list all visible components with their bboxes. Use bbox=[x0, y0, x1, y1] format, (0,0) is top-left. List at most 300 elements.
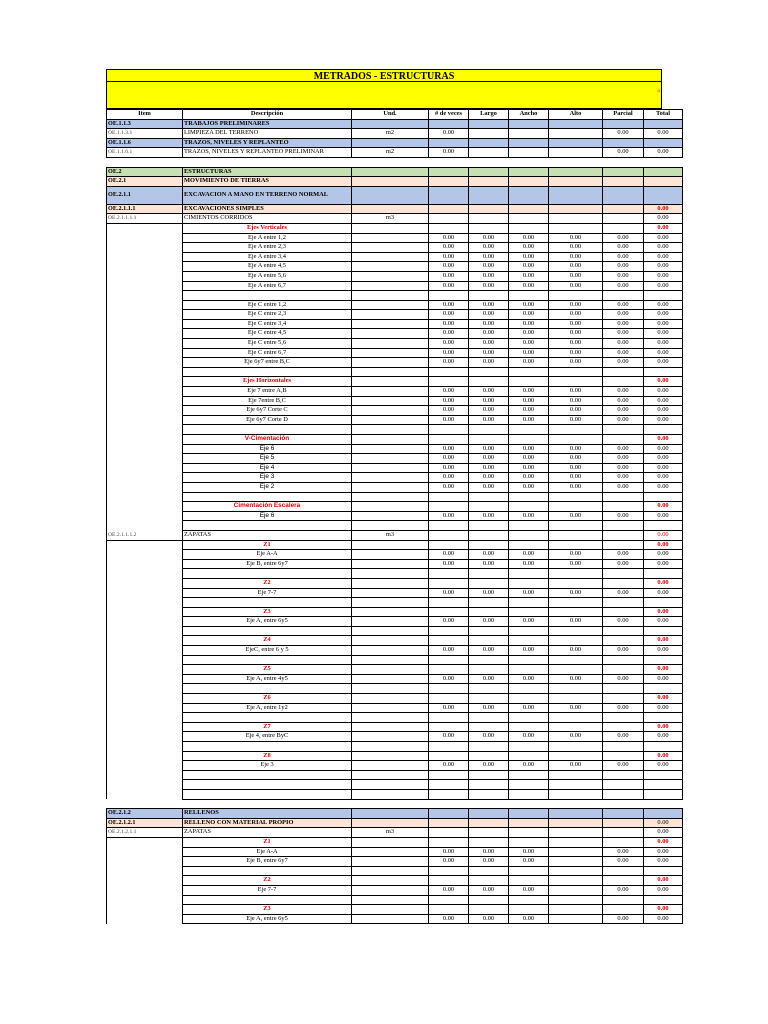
cell-und bbox=[352, 262, 429, 272]
cell-item bbox=[107, 415, 183, 425]
cell-veces: 0.00 bbox=[429, 473, 469, 483]
cell-und bbox=[352, 713, 429, 723]
cell-alto bbox=[549, 377, 603, 387]
cell-und bbox=[352, 837, 429, 847]
cell-item bbox=[107, 713, 183, 723]
cell-parcial: 0.00 bbox=[603, 646, 644, 656]
table-row bbox=[107, 223, 683, 233]
cell-item bbox=[107, 387, 183, 397]
cell-item bbox=[107, 454, 183, 464]
table-row bbox=[107, 598, 683, 608]
cell-und bbox=[352, 492, 429, 502]
cell-descripcion bbox=[183, 655, 352, 665]
cell-total: 0.00 bbox=[644, 818, 683, 828]
cell-largo bbox=[469, 492, 509, 502]
cell-alto bbox=[549, 809, 603, 819]
cell-parcial bbox=[603, 837, 644, 847]
table-row bbox=[107, 530, 683, 540]
cell-ancho: 0.00 bbox=[509, 406, 549, 416]
cell-veces bbox=[429, 828, 469, 838]
cell-und bbox=[352, 588, 429, 598]
cell-und bbox=[352, 876, 429, 886]
cell-alto: 0.00 bbox=[549, 617, 603, 627]
cell-total: 0.00 bbox=[644, 607, 683, 617]
cell-descripcion: Z6 bbox=[183, 694, 352, 704]
cell-parcial bbox=[603, 138, 644, 148]
cell-largo: 0.00 bbox=[469, 310, 509, 320]
cell-ancho: 0.00 bbox=[509, 329, 549, 339]
cell-parcial bbox=[603, 214, 644, 224]
cell-ancho: 0.00 bbox=[509, 300, 549, 310]
cell-und bbox=[352, 435, 429, 445]
cell-alto: 0.00 bbox=[549, 281, 603, 291]
cell-total: 0.00 bbox=[644, 300, 683, 310]
table-row bbox=[107, 252, 683, 262]
cell-item: OE.1.1.6 bbox=[107, 138, 183, 148]
cell-und bbox=[352, 550, 429, 560]
cell-total: 0.00 bbox=[644, 444, 683, 454]
cell-descripcion bbox=[183, 569, 352, 579]
cell-ancho bbox=[509, 905, 549, 915]
cell-largo: 0.00 bbox=[469, 617, 509, 627]
cell-ancho bbox=[509, 684, 549, 694]
cell-veces: 0.00 bbox=[429, 329, 469, 339]
cell-parcial bbox=[603, 876, 644, 886]
table-row bbox=[107, 186, 683, 204]
table-row bbox=[107, 281, 683, 291]
cell-ancho: 0.00 bbox=[509, 415, 549, 425]
cell-ancho bbox=[509, 540, 549, 550]
cell-item bbox=[107, 914, 183, 924]
cell-total bbox=[644, 138, 683, 148]
cell-ancho bbox=[509, 789, 549, 799]
cell-und: m3 bbox=[352, 530, 429, 540]
cell-veces bbox=[429, 598, 469, 608]
cell-parcial: 0.00 bbox=[603, 262, 644, 272]
cell-descripcion: EjeC, entre 6 y 5 bbox=[183, 646, 352, 656]
cell-descripcion bbox=[183, 713, 352, 723]
cell-veces bbox=[429, 799, 469, 809]
cell-descripcion: Eje A entre 1,2 bbox=[183, 233, 352, 243]
cell-und bbox=[352, 703, 429, 713]
cell-veces: 0.00 bbox=[429, 358, 469, 368]
cell-item bbox=[107, 358, 183, 368]
cell-und bbox=[352, 358, 429, 368]
cell-alto bbox=[549, 866, 603, 876]
cell-und bbox=[352, 482, 429, 492]
cell-veces: 0.00 bbox=[429, 339, 469, 349]
cell-alto: 0.00 bbox=[549, 348, 603, 358]
cell-total bbox=[644, 598, 683, 608]
cell-veces: 0.00 bbox=[429, 444, 469, 454]
cell-und bbox=[352, 425, 429, 435]
cell-ancho: 0.00 bbox=[509, 674, 549, 684]
cell-largo bbox=[469, 751, 509, 761]
cell-item bbox=[107, 607, 183, 617]
cell-item bbox=[107, 905, 183, 915]
cell-descripcion: Eje A-A bbox=[183, 847, 352, 857]
cell-parcial: 0.00 bbox=[603, 129, 644, 139]
table-row bbox=[107, 626, 683, 636]
cell-total: 0.00 bbox=[644, 885, 683, 895]
cell-item bbox=[107, 674, 183, 684]
cell-item bbox=[107, 233, 183, 243]
cell-total bbox=[644, 684, 683, 694]
cell-total: 0.00 bbox=[644, 223, 683, 233]
cell-descripcion: ZAPATAS bbox=[183, 828, 352, 838]
cell-item bbox=[107, 319, 183, 329]
cell-largo bbox=[469, 521, 509, 531]
cell-parcial bbox=[603, 578, 644, 588]
cell-ancho: 0.00 bbox=[509, 339, 549, 349]
cell-veces bbox=[429, 751, 469, 761]
cell-ancho: 0.00 bbox=[509, 310, 549, 320]
cell-descripcion bbox=[183, 770, 352, 780]
table-row bbox=[107, 799, 683, 809]
table-row bbox=[107, 559, 683, 569]
cell-descripcion: Eje A entre 4,5 bbox=[183, 262, 352, 272]
cell-parcial bbox=[603, 530, 644, 540]
cell-veces: 0.00 bbox=[429, 588, 469, 598]
cell-veces bbox=[429, 138, 469, 148]
table-row bbox=[107, 684, 683, 694]
cell-und bbox=[352, 857, 429, 867]
cell-largo bbox=[469, 502, 509, 512]
cell-veces bbox=[429, 684, 469, 694]
cell-und bbox=[352, 866, 429, 876]
cell-parcial bbox=[603, 598, 644, 608]
cell-item bbox=[107, 895, 183, 905]
cell-total: 0.00 bbox=[644, 540, 683, 550]
cell-total: 0.00 bbox=[644, 914, 683, 924]
cell-item bbox=[107, 569, 183, 579]
cell-descripcion: Z5 bbox=[183, 665, 352, 675]
cell-parcial: 0.00 bbox=[603, 252, 644, 262]
cell-ancho bbox=[509, 828, 549, 838]
cell-largo: 0.00 bbox=[469, 588, 509, 598]
table-row bbox=[107, 454, 683, 464]
cell-total bbox=[644, 367, 683, 377]
cell-alto: 0.00 bbox=[549, 396, 603, 406]
cell-descripcion: Eje A, entre 6y5 bbox=[183, 914, 352, 924]
cell-total: 0.00 bbox=[644, 463, 683, 473]
cell-und bbox=[352, 511, 429, 521]
cell-largo: 0.00 bbox=[469, 674, 509, 684]
cell-descripcion: TRAZOS, NIVELES Y REPLANTEO PRELIMINAR bbox=[183, 148, 352, 158]
cell-descripcion bbox=[183, 684, 352, 694]
cell-descripcion: Eje 2 bbox=[183, 482, 352, 492]
cell-veces bbox=[429, 626, 469, 636]
cell-item bbox=[107, 847, 183, 857]
table-row bbox=[107, 348, 683, 358]
cell-veces bbox=[429, 291, 469, 301]
cell-largo: 0.00 bbox=[469, 454, 509, 464]
cell-und bbox=[352, 348, 429, 358]
cell-total bbox=[644, 521, 683, 531]
cell-alto: 0.00 bbox=[549, 463, 603, 473]
cell-und bbox=[352, 186, 429, 204]
cell-item: OE.2.1.1 bbox=[107, 186, 183, 204]
cell-alto: 0.00 bbox=[549, 674, 603, 684]
cell-item bbox=[107, 703, 183, 713]
cell-ancho: 0.00 bbox=[509, 914, 549, 924]
cell-ancho bbox=[509, 655, 549, 665]
cell-parcial bbox=[603, 540, 644, 550]
cell-ancho: 0.00 bbox=[509, 559, 549, 569]
cell-ancho: 0.00 bbox=[509, 262, 549, 272]
cell-total: 0.00 bbox=[644, 435, 683, 445]
cell-descripcion: Cimentación Escalera bbox=[183, 502, 352, 512]
cell-ancho: 0.00 bbox=[509, 252, 549, 262]
cell-largo bbox=[469, 818, 509, 828]
cell-veces bbox=[429, 186, 469, 204]
cell-parcial bbox=[603, 684, 644, 694]
cell-veces: 0.00 bbox=[429, 271, 469, 281]
cell-parcial bbox=[603, 866, 644, 876]
table-row bbox=[107, 588, 683, 598]
cell-alto bbox=[549, 138, 603, 148]
cell-total: 0.00 bbox=[644, 617, 683, 627]
cell-descripcion: Eje A entre 5,6 bbox=[183, 271, 352, 281]
table-row bbox=[107, 138, 683, 148]
cell-total: 0.00 bbox=[644, 233, 683, 243]
cell-veces bbox=[429, 876, 469, 886]
cell-item bbox=[107, 550, 183, 560]
cell-ancho: 0.00 bbox=[509, 847, 549, 857]
sheet-title: METRADOS - ESTRUCTURAS bbox=[106, 69, 662, 82]
cell-ancho bbox=[509, 770, 549, 780]
cell-ancho bbox=[509, 713, 549, 723]
cell-und bbox=[352, 905, 429, 915]
cell-ancho bbox=[509, 129, 549, 139]
cell-item bbox=[107, 291, 183, 301]
cell-alto bbox=[549, 885, 603, 895]
cell-ancho bbox=[509, 607, 549, 617]
cell-total: Total bbox=[644, 110, 683, 120]
cell-veces bbox=[429, 866, 469, 876]
cell-ancho bbox=[509, 204, 549, 214]
cell-alto bbox=[549, 770, 603, 780]
cell-veces bbox=[429, 377, 469, 387]
cell-largo: 0.00 bbox=[469, 339, 509, 349]
cell-alto bbox=[549, 435, 603, 445]
cell-veces bbox=[429, 214, 469, 224]
cell-largo bbox=[469, 655, 509, 665]
cell-alto: 0.00 bbox=[549, 252, 603, 262]
cell-alto bbox=[549, 425, 603, 435]
metrados-sheet bbox=[106, 69, 670, 924]
cell-item bbox=[107, 310, 183, 320]
header-row bbox=[107, 110, 683, 120]
table-row bbox=[107, 742, 683, 752]
cell-item bbox=[107, 511, 183, 521]
cell-descripcion bbox=[183, 492, 352, 502]
cell-ancho bbox=[509, 578, 549, 588]
cell-total: 0.00 bbox=[644, 348, 683, 358]
cell-item bbox=[107, 617, 183, 627]
cell-total: 0.00 bbox=[644, 703, 683, 713]
cell-item bbox=[107, 502, 183, 512]
cell-veces: 0.00 bbox=[429, 463, 469, 473]
cell-veces: 0.00 bbox=[429, 559, 469, 569]
cell-item bbox=[107, 684, 183, 694]
cell-total: 0.00 bbox=[644, 243, 683, 253]
cell-und: m2 bbox=[352, 129, 429, 139]
cell-und bbox=[352, 243, 429, 253]
cell-und bbox=[352, 502, 429, 512]
cell-largo: 0.00 bbox=[469, 300, 509, 310]
cell-item bbox=[107, 885, 183, 895]
cell-descripcion: MOVIMIENTO DE TIERRAS bbox=[183, 177, 352, 187]
table-row bbox=[107, 521, 683, 531]
cell-ancho bbox=[509, 799, 549, 809]
cell-parcial: 0.00 bbox=[603, 415, 644, 425]
cell-und bbox=[352, 540, 429, 550]
cell-descripcion: Eje 4 bbox=[183, 463, 352, 473]
cell-descripcion: Eje 4, entre ByC bbox=[183, 732, 352, 742]
cell-descripcion: Eje C entre 3,4 bbox=[183, 319, 352, 329]
cell-veces bbox=[429, 569, 469, 579]
cell-veces: 0.00 bbox=[429, 761, 469, 771]
cell-item bbox=[107, 252, 183, 262]
cell-total: 0.00 bbox=[644, 454, 683, 464]
cell-alto bbox=[549, 540, 603, 550]
cell-total bbox=[644, 866, 683, 876]
cell-veces: 0.00 bbox=[429, 129, 469, 139]
yellow-banner bbox=[106, 82, 662, 109]
table-row bbox=[107, 636, 683, 646]
cell-total bbox=[644, 789, 683, 799]
cell-total: 0.00 bbox=[644, 358, 683, 368]
cell-item bbox=[107, 732, 183, 742]
cell-item bbox=[107, 348, 183, 358]
cell-veces: 0.00 bbox=[429, 732, 469, 742]
cell-alto bbox=[549, 214, 603, 224]
cell-largo bbox=[469, 119, 509, 129]
cell-total: 0.00 bbox=[644, 722, 683, 732]
cell-ancho bbox=[509, 425, 549, 435]
cell-und bbox=[352, 329, 429, 339]
cell-veces bbox=[429, 177, 469, 187]
cell-total bbox=[644, 291, 683, 301]
cell-ancho bbox=[509, 866, 549, 876]
cell-veces bbox=[429, 607, 469, 617]
cell-veces: 0.00 bbox=[429, 617, 469, 627]
cell-largo bbox=[469, 223, 509, 233]
cell-und bbox=[352, 732, 429, 742]
table-row bbox=[107, 329, 683, 339]
cell-total: 0.00 bbox=[644, 636, 683, 646]
cell-total: 0.00 bbox=[644, 415, 683, 425]
cell-descripcion bbox=[183, 157, 352, 167]
cell-und bbox=[352, 204, 429, 214]
cell-parcial bbox=[603, 895, 644, 905]
cell-total: 0.00 bbox=[644, 837, 683, 847]
table-row bbox=[107, 578, 683, 588]
cell-veces bbox=[429, 530, 469, 540]
cell-veces: 0.00 bbox=[429, 550, 469, 560]
cell-largo: 0.00 bbox=[469, 847, 509, 857]
cell-item bbox=[107, 367, 183, 377]
table-row bbox=[107, 319, 683, 329]
cell-alto bbox=[549, 895, 603, 905]
cell-veces bbox=[429, 223, 469, 233]
cell-parcial: 0.00 bbox=[603, 396, 644, 406]
table-row bbox=[107, 617, 683, 627]
cell-largo bbox=[469, 578, 509, 588]
cell-parcial: 0.00 bbox=[603, 559, 644, 569]
cell-descripcion: Eje 6y7 Corte D bbox=[183, 415, 352, 425]
cell-ancho: 0.00 bbox=[509, 319, 549, 329]
cell-veces: 0.00 bbox=[429, 847, 469, 857]
cell-ancho: 0.00 bbox=[509, 396, 549, 406]
cell-und bbox=[352, 119, 429, 129]
cell-ancho bbox=[509, 157, 549, 167]
cell-parcial: 0.00 bbox=[603, 281, 644, 291]
cell-largo bbox=[469, 684, 509, 694]
cell-alto bbox=[549, 780, 603, 790]
cell-alto bbox=[549, 598, 603, 608]
cell-largo bbox=[469, 540, 509, 550]
cell-und bbox=[352, 694, 429, 704]
cell-parcial: 0.00 bbox=[603, 857, 644, 867]
cell-veces: 0.00 bbox=[429, 454, 469, 464]
cell-total: 0.00 bbox=[644, 473, 683, 483]
cell-parcial bbox=[603, 665, 644, 675]
cell-und bbox=[352, 339, 429, 349]
cell-item bbox=[107, 396, 183, 406]
cell-total: 0.00 bbox=[644, 732, 683, 742]
cell-parcial bbox=[603, 521, 644, 531]
cell-alto: 0.00 bbox=[549, 387, 603, 397]
cell-ancho bbox=[509, 148, 549, 158]
cell-item bbox=[107, 866, 183, 876]
table-row bbox=[107, 607, 683, 617]
cell-alto bbox=[549, 636, 603, 646]
cell-largo bbox=[469, 435, 509, 445]
cell-item bbox=[107, 243, 183, 253]
table-row bbox=[107, 119, 683, 129]
cell-item bbox=[107, 271, 183, 281]
cell-alto: 0.00 bbox=[549, 243, 603, 253]
cell-parcial: 0.00 bbox=[603, 885, 644, 895]
cell-ancho bbox=[509, 177, 549, 187]
cell-alto: Alto bbox=[549, 110, 603, 120]
cell-ancho bbox=[509, 598, 549, 608]
cell-parcial bbox=[603, 502, 644, 512]
cell-alto bbox=[549, 291, 603, 301]
cell-item bbox=[107, 435, 183, 445]
cell-ancho bbox=[509, 223, 549, 233]
cell-ancho bbox=[509, 694, 549, 704]
cell-veces bbox=[429, 425, 469, 435]
table-row bbox=[107, 713, 683, 723]
table-row bbox=[107, 243, 683, 253]
cell-und bbox=[352, 847, 429, 857]
table-row bbox=[107, 157, 683, 167]
cell-und bbox=[352, 617, 429, 627]
table-row bbox=[107, 148, 683, 158]
cell-und bbox=[352, 415, 429, 425]
cell-item bbox=[107, 665, 183, 675]
cell-veces bbox=[429, 167, 469, 177]
cell-ancho: 0.00 bbox=[509, 271, 549, 281]
cell-descripcion: EXCAVACION A MANO EN TERRENO NORMAL bbox=[183, 186, 352, 204]
cell-largo: 0.00 bbox=[469, 387, 509, 397]
cell-descripcion: Eje 6y7 entre B,C bbox=[183, 358, 352, 368]
table-row bbox=[107, 674, 683, 684]
cell-veces bbox=[429, 780, 469, 790]
